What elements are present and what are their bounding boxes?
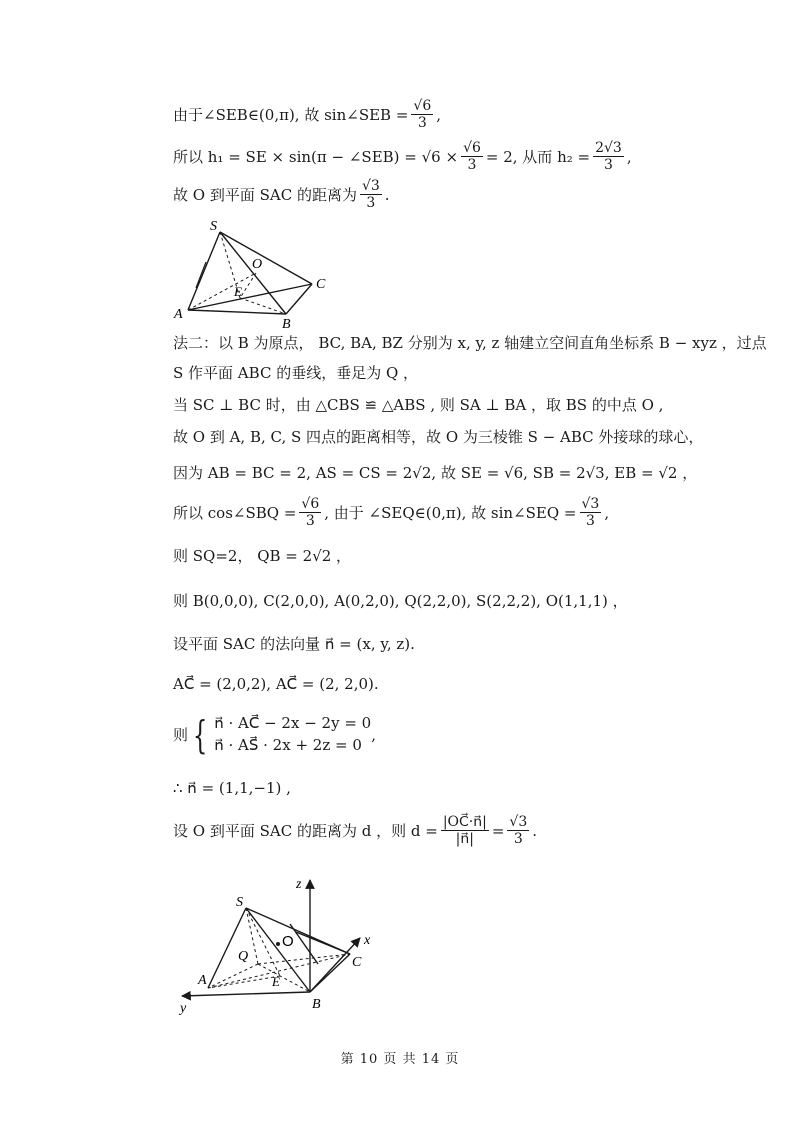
text-line-11 [173,590,628,611]
text-line-6 [173,394,663,415]
page-footer: 第 10 页 共 14 页 [340,1052,460,1067]
text-span: 则 B(0,0,0), C(2,0,0), A(0,2,0), Q(2,2,0), S(2,2,2), O(1,1,1) ， [173,592,628,610]
text-span: = 2, 从而 h₂ = [485,148,591,167]
text-span: 所以 cos∠SBQ = [173,504,297,523]
text-span: ∴ n⃗ = (1,1,−1) , [173,779,291,797]
fraction-denominator: |n⃗| [455,831,474,848]
edge-BC [310,954,350,992]
system-row: n⃗ · AS⃗ · 2x + 2z = 0 [214,735,362,754]
label-C: C [352,955,362,970]
edge-SA [208,908,249,988]
text-span: 因为 AB = BC = 2, AS = CS = 2√2, 故 SE = √6, SB = 2√3, EB = √2 ， [173,464,698,482]
fraction [461,140,483,173]
edge-SA [188,232,220,310]
label-E: E [234,284,242,299]
fraction-numerator: √6 [301,496,320,512]
label-E: E [272,974,280,989]
label-A: A [174,307,183,322]
fraction [507,814,529,847]
text-span: 由于∠SEB∈(0,π), 故 sin∠SEB = [173,106,409,125]
label-Q: Q [238,949,249,964]
fraction-numerator: 2√3 [595,140,622,156]
text-line-2 [173,140,632,173]
label-S: S [236,895,243,910]
label-S: S [210,219,217,234]
text-span: , [626,147,632,166]
left-brace: { [192,712,208,757]
dashed-SE [246,908,280,976]
text-line-9 [173,496,609,529]
fraction [299,496,321,529]
label-O: O [282,933,294,950]
text-span: , [436,105,442,124]
text-line-13 [173,675,379,693]
dashed-OE [240,273,256,298]
text-span: , 由于 ∠SEQ∈(0,π), 故 sin∠SEQ = [324,504,577,523]
fraction-numerator: |OC⃗·n⃗| [442,814,487,830]
fraction-denominator: 3 [585,513,595,530]
dashed-AO [188,273,256,310]
fraction-denominator: 3 [513,831,523,848]
fraction [441,814,489,847]
fraction [593,140,624,173]
fraction-denominator: 3 [366,195,376,212]
fraction-numerator: √6 [463,140,481,156]
equation-system [173,713,376,757]
text-line-8 [173,462,697,483]
text-span: AC⃗ = (2,0,2), AC⃗ = (2, 2,0). [173,675,379,693]
text-span: = [491,821,505,840]
dashed-EA [208,976,280,988]
text-span: 所以 h₁ = SE × sin(π − ∠SEB) = √6 × [173,148,459,167]
text-line-7 [173,426,703,447]
text-span: S 作平面 ABC 的垂线，垂足为 Q ， [173,364,419,382]
edge-SC [220,232,312,284]
fraction [360,178,382,211]
text-span: . [532,821,538,840]
system-row: n⃗ · AC⃗ − 2x − 2y = 0 [214,714,372,732]
text-span: , [604,503,610,522]
y-axis [182,992,310,996]
system-rows [214,713,371,757]
text-span: 设平面 SAC 的法向量 n⃗ = (x, y, z). [173,635,415,653]
label-x: x [364,933,371,948]
text-span: . [384,185,390,204]
point-O [276,942,280,946]
brace-group [188,713,371,757]
fraction-numerator: √3 [361,178,380,194]
tetrahedron-figure-1 [170,218,340,330]
label-B: B [282,317,291,330]
fraction-denominator: 3 [604,157,613,174]
text-span: , [371,725,376,744]
label-O: O [252,257,263,272]
label-y: y [180,1001,187,1016]
label-C: C [316,277,326,292]
text-line-3 [173,178,390,211]
fraction [580,496,602,529]
fraction-denominator: 3 [417,115,427,132]
text-line-12 [173,633,415,654]
fraction [411,98,433,131]
text-line-15 [173,779,291,797]
side-mark [196,262,206,288]
fraction-numerator: √6 [413,98,432,114]
dashed-QA [208,964,258,988]
text-span: 法二：以 B 为原点， BC, BA, BZ 分别为 x, y, z 轴建立空间直角坐标系 B − xyz ，过点 [173,334,767,352]
edge-AB [188,310,286,314]
text-line-10 [173,545,351,566]
text-line-16 [173,814,537,847]
text-line-4 [173,332,767,353]
label-z: z [296,877,302,892]
label-A: A [198,973,207,988]
fraction-denominator: 3 [305,513,315,530]
text-span: 则 [173,726,189,745]
text-span: 当 SC ⊥ BC 时，由 △CBS ≌ △ABS , 则 SA ⊥ BA ，取 BS 的中点 O , [173,396,664,414]
text-span: 故 O 到平面 SAC 的距离为 [173,186,357,205]
text-span: 设 O 到平面 SAC 的距离为 d ，则 d = [173,822,438,841]
text-line-5 [173,362,418,383]
text-span: 故 O 到 A, B, C, S 四点的距离相等，故 O 为三棱锥 S − ABC 外接球的球心， [173,428,704,446]
coordinate-figure-2 [168,872,388,1020]
dashed-QC [258,954,350,964]
text-span: 则 SQ=2， QB = 2√2 ， [173,547,352,565]
label-B: B [312,997,321,1012]
fraction-denominator: 3 [467,157,477,174]
fraction-numerator: √3 [509,814,528,830]
fraction-numerator: √3 [581,496,600,512]
text-line-1 [173,98,441,131]
